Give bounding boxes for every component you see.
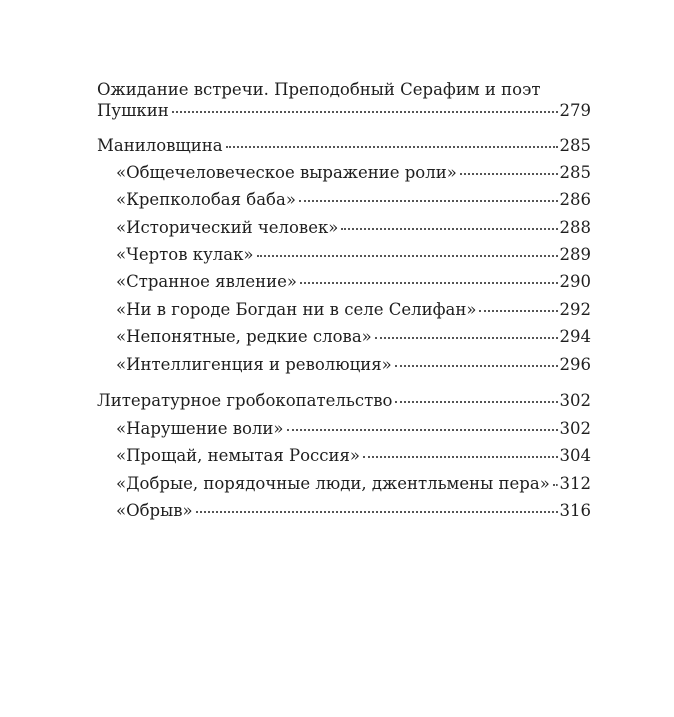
dot-leader <box>257 255 558 257</box>
toc-subentry[interactable] <box>116 419 591 439</box>
toc-section-title-line1: Ожидание встречи. Преподобный Серафим и поэт <box>97 80 541 99</box>
dot-leader <box>299 200 558 202</box>
page-number: 304 <box>559 446 591 465</box>
page-number: 288 <box>559 218 591 237</box>
dot-leader <box>553 484 558 486</box>
dot-leader <box>363 456 557 458</box>
dot-leader <box>460 173 558 175</box>
page-number: 285 <box>559 163 591 182</box>
page-number: 279 <box>559 101 591 120</box>
toc-subentry[interactable] <box>116 355 591 375</box>
dot-leader <box>196 511 558 513</box>
toc-subentry[interactable] <box>116 190 591 210</box>
toc-section-title: Пушкин <box>97 101 169 120</box>
toc-subsection-title: «Странное явление» <box>116 272 297 291</box>
dot-leader <box>300 282 558 284</box>
dot-leader <box>172 111 558 113</box>
toc-subentry[interactable] <box>116 218 591 238</box>
dot-leader <box>226 146 558 148</box>
page-number: 286 <box>559 190 591 209</box>
dot-leader <box>395 365 558 367</box>
toc-subentry[interactable] <box>116 327 591 347</box>
page-number: 302 <box>559 419 591 438</box>
toc-subentry[interactable] <box>116 245 591 265</box>
toc-subentry[interactable] <box>116 300 591 320</box>
page-number: 316 <box>559 501 591 520</box>
toc-subentry[interactable] <box>116 474 591 494</box>
toc-subentry[interactable] <box>116 501 591 521</box>
dot-leader <box>375 337 558 339</box>
toc-subentry[interactable] <box>116 446 591 466</box>
toc-subentry[interactable] <box>116 272 591 292</box>
dot-leader <box>395 401 557 403</box>
toc-subentry[interactable] <box>116 163 591 183</box>
dot-leader <box>479 310 557 312</box>
toc-subsection-title: «Прощай, немытая Россия» <box>116 446 361 465</box>
toc-subsection-title: «Исторический человек» <box>116 218 339 237</box>
toc-subsection-title: «Интеллигенция и революция» <box>116 355 392 374</box>
toc-section-title: Маниловщина <box>97 136 223 155</box>
page-number: 296 <box>559 355 591 374</box>
toc-section-title: Литературное гробокопательство <box>97 391 393 410</box>
toc-entry[interactable] <box>97 101 591 121</box>
dot-leader <box>287 429 558 431</box>
page-number: 294 <box>559 327 591 346</box>
toc-subsection-title: «Крепколобая баба» <box>116 190 296 209</box>
toc-subsection-title: «Чертов кулак» <box>116 245 254 264</box>
page-number: 290 <box>559 272 591 291</box>
toc-subsection-title: «Обрыв» <box>116 501 193 520</box>
toc-subsection-title: «Непонятные, редкие слова» <box>116 327 372 346</box>
page-number: 292 <box>559 300 591 319</box>
page-number: 285 <box>559 136 591 155</box>
dot-leader <box>341 228 557 230</box>
page-number: 312 <box>559 474 591 493</box>
toc-entry[interactable] <box>97 136 591 156</box>
page-number: 302 <box>559 391 591 410</box>
toc-entry[interactable] <box>97 391 591 411</box>
toc-subsection-title: «Добрые, порядочные люди, джентльмены пера» <box>116 474 550 493</box>
toc-subsection-title: «Ни в городе Богдан ни в селе Селифан» <box>116 300 477 319</box>
toc-subsection-title: «Нарушение воли» <box>116 419 284 438</box>
toc-subsection-title: «Общечеловеческое выражение роли» <box>116 163 457 182</box>
page-number: 289 <box>559 245 591 264</box>
